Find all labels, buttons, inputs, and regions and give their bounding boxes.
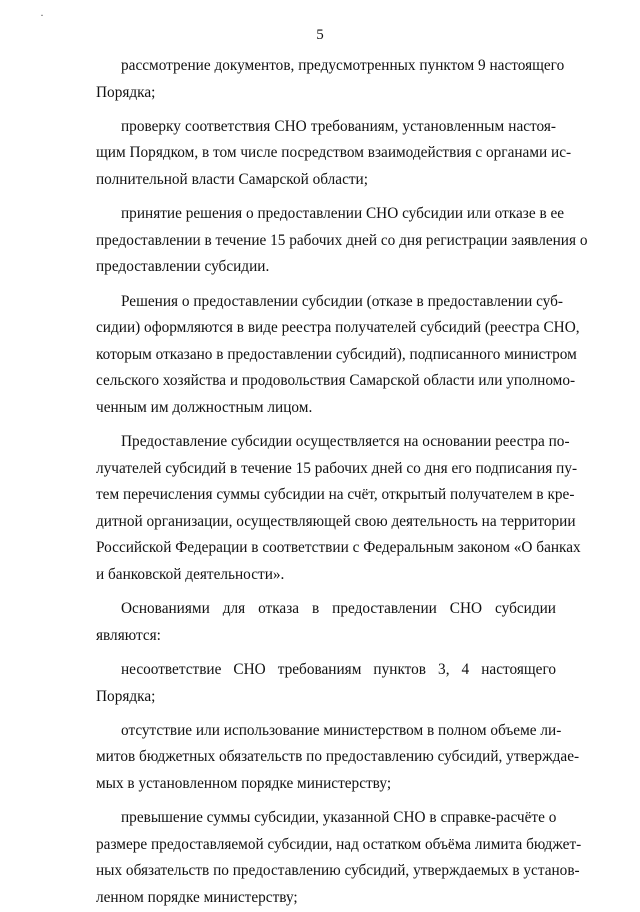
document-body [96, 53, 588, 912]
text-line: размере предоставляемой субсидии, над остатком объёма лимита бюджет- [96, 835, 582, 853]
text-line: тем перечисления суммы субсидии на счёт, открытый получателем в кре- [96, 486, 575, 504]
text-line: Российской Федерации в соответствии с Федеральным законом «О банках [96, 539, 581, 557]
paragraph-refusal-grounds [96, 596, 556, 649]
text-line: митов бюджетных обязательств по предоставлению субсидий, утверждае- [96, 748, 580, 766]
paragraph-compliance-check [96, 114, 572, 194]
text-line: щим Порядком, в том числе посредством взаимодействия с органами ис- [96, 144, 572, 162]
paragraph-amount-excess [96, 805, 582, 911]
text-line: сидии) оформляются в виде реестра получателей субсидий (реестра СНО, [96, 319, 580, 337]
text-line: которым отказано в предоставлении субсидий), подписанного министром [96, 345, 577, 363]
page-number: 5 [316, 27, 324, 43]
scan-mark: · [40, 8, 44, 22]
paragraph-non-compliance [96, 657, 556, 710]
text-line: и банковской деятельности». [96, 566, 285, 584]
text-line: Основаниями для отказа в предоставлении СНО субсидии [121, 600, 556, 618]
text-line: несоответствие СНО требованиям пунктов 3, 4 настоящего [121, 661, 556, 679]
text-line: сельского хозяйства и продовольствия Самарской области или уполномо- [96, 372, 576, 390]
text-line: полнительной власти Самарской области; [96, 170, 368, 188]
text-line: проверку соответствия СНО требованиям, установленным настоя- [121, 117, 556, 135]
text-line: предоставлении в течение 15 рабочих дней со дня регистрации заявления о [96, 231, 588, 249]
text-line: принятие решения о предоставлении СНО субсидии или отказе в ее [121, 205, 565, 223]
paragraph-subsidy-payment [96, 429, 581, 589]
text-line: лучателей субсидий в течение 15 рабочих дней со дня его подписания пу- [96, 459, 578, 477]
text-line: ленном порядке министерству; [96, 888, 298, 906]
text-line: предоставлении субсидии. [96, 258, 270, 276]
text-line: Порядка; [96, 83, 156, 101]
paragraph-limits-absence [96, 718, 580, 798]
text-line: Предоставление субсидии осуществляется на основании реестра по- [121, 433, 570, 451]
text-line: превышение суммы субсидии, указанной СНО в справке-расчёте о [121, 809, 557, 827]
text-line: Порядка; [96, 687, 156, 705]
paragraph-decisions-registry [96, 289, 580, 422]
text-line: рассмотрение документов, предусмотренных пунктом 9 настоящего [121, 57, 565, 74]
text-line: ных обязательств по предоставлению субсидий, утверждаемых в установ- [96, 862, 580, 880]
text-line: Решения о предоставлении субсидии (отказе в предоставлении суб- [121, 292, 563, 310]
text-line: мых в установленном порядке министерству; [96, 775, 392, 792]
text-line: являются: [96, 626, 161, 644]
paragraph-review-documents [96, 53, 565, 106]
paragraph-decision [96, 201, 588, 281]
text-line: дитной организации, осуществляющей свою деятельность на территории [96, 512, 576, 530]
text-line: ченным им должностным лицом. [96, 398, 313, 416]
text-line: отсутствие или использование министерством в полном объеме ли- [121, 721, 562, 739]
